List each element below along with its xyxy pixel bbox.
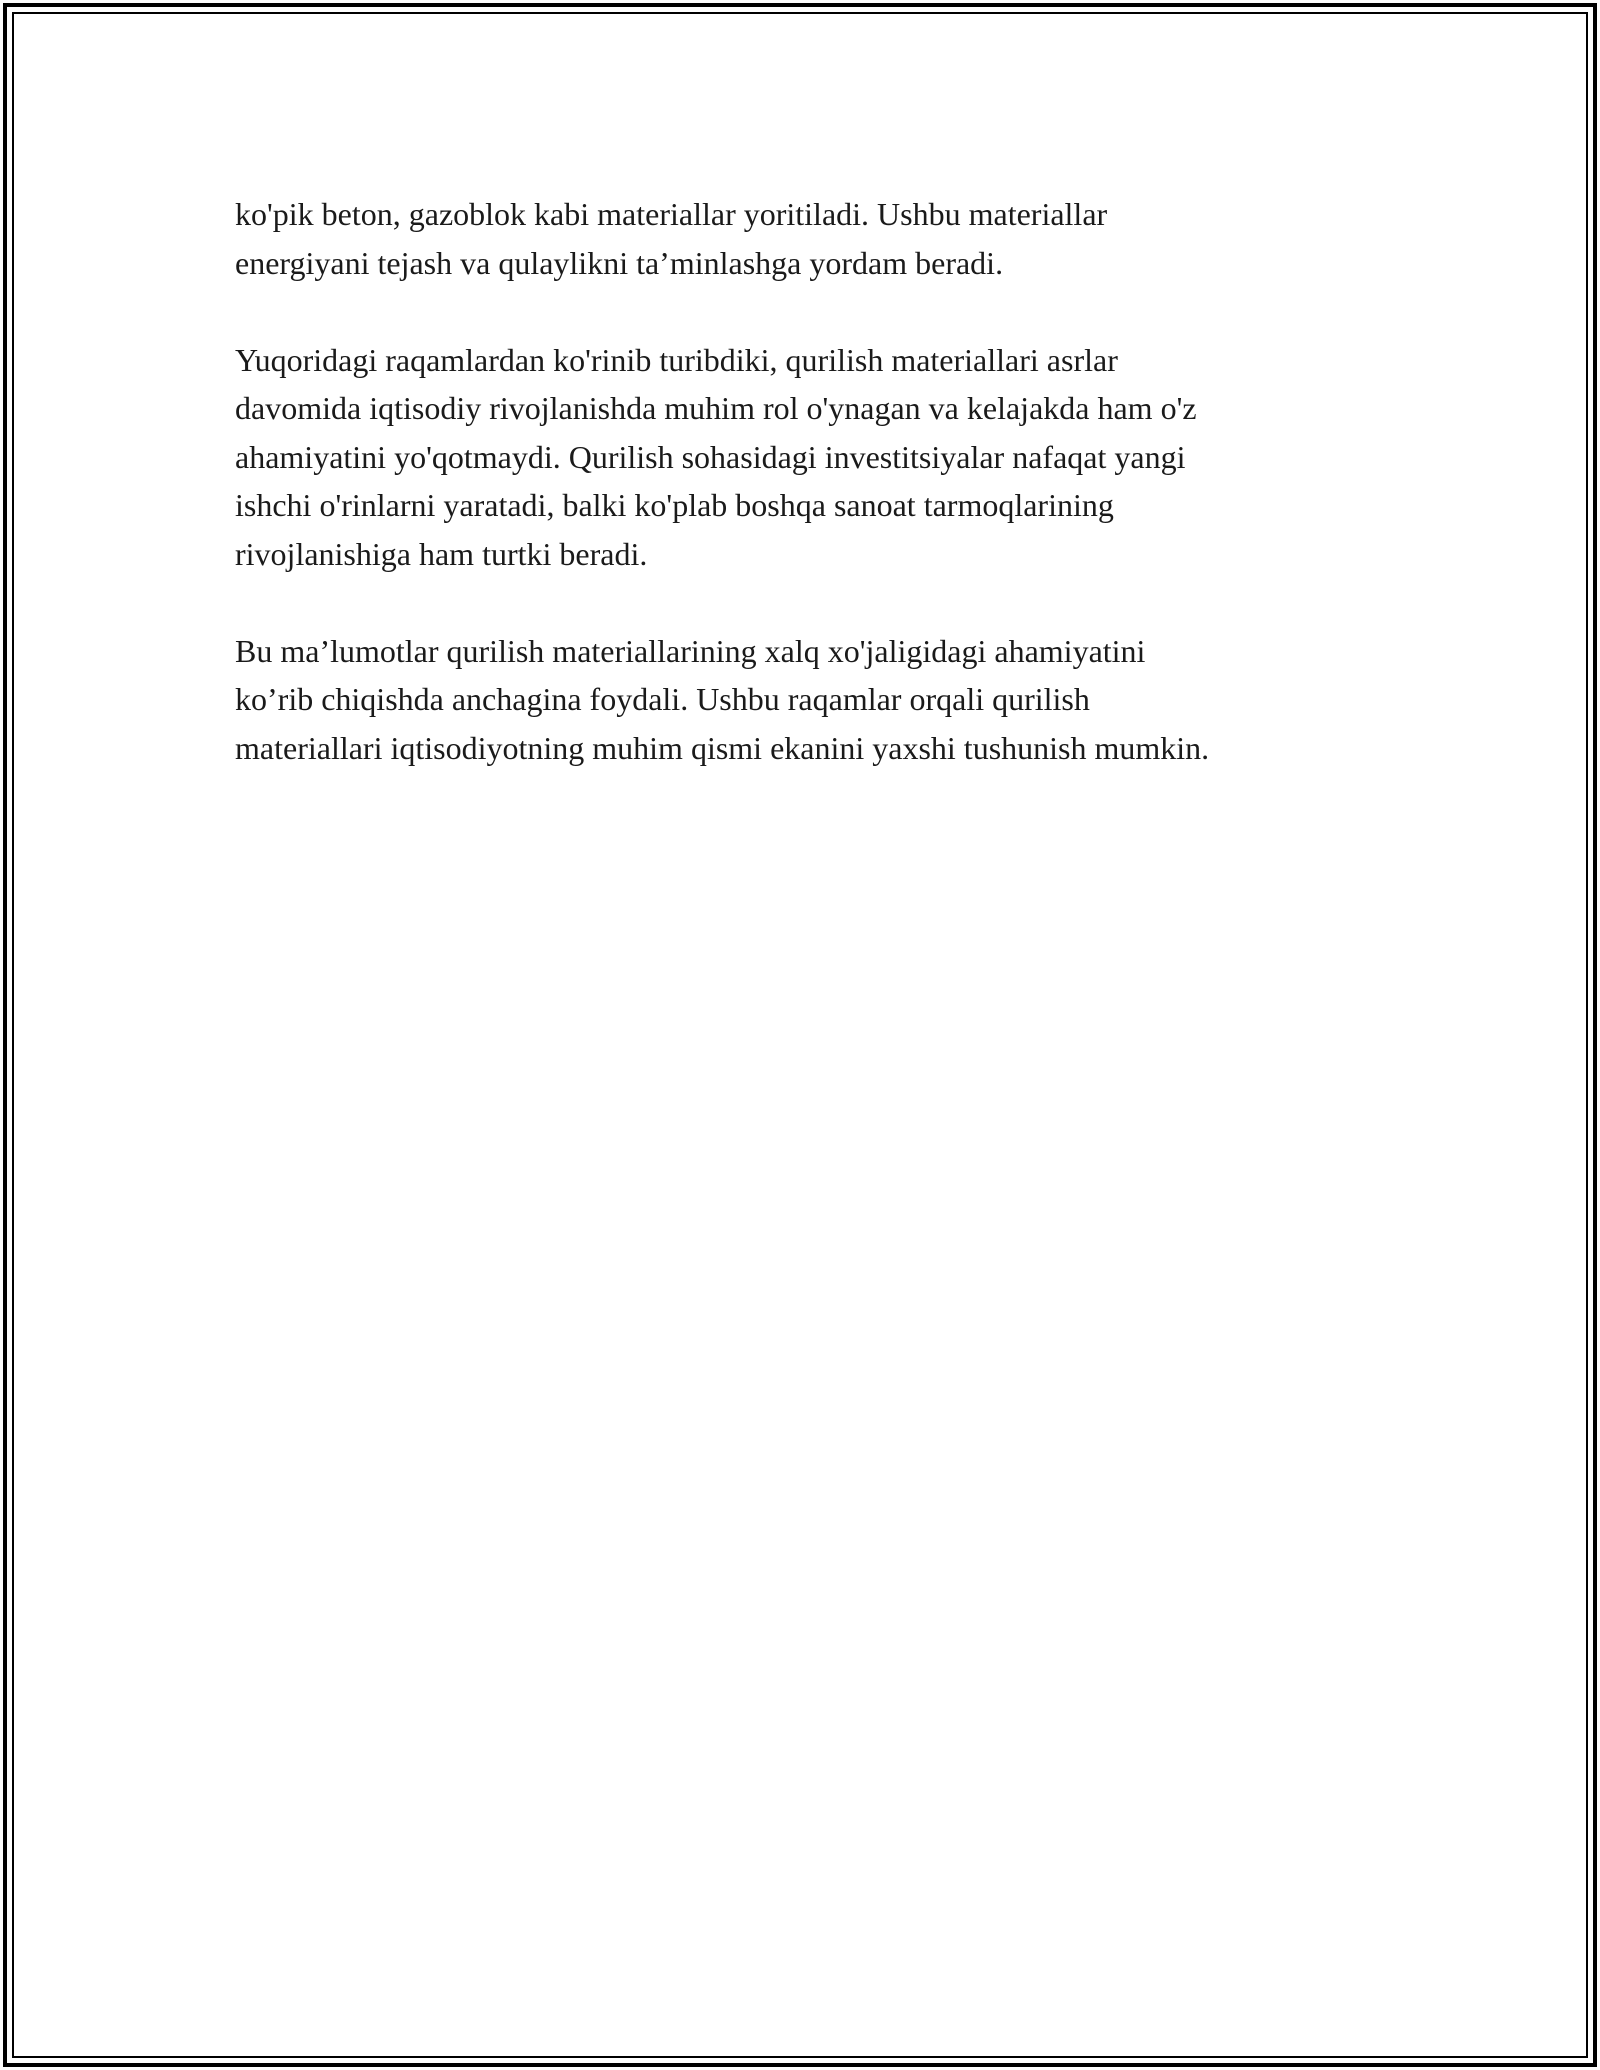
text-line: ko'pik beton, gazoblok kabi materiallar yoritiladi. Ushbu materiallar <box>235 196 1108 232</box>
text-line: energiyani tejash va qulaylikni ta’minlashga yordam beradi. <box>235 244 1004 281</box>
text-line: davomida iqtisodiy rivojlanishda muhim rol o'ynagan va kelajakda ham o'z <box>235 390 1197 426</box>
text-line: materiallari iqtisodiyotning muhim qismi ekanini yaxshi tushunish mumkin. <box>235 729 1210 766</box>
text-line: ahamiyatini yo'qotmaydi. Qurilish sohasidagi investitsiyalar nafaqat yangi <box>235 438 1186 475</box>
text-line: Bu ma’lumotlar qurilish materiallarining xalq xo'jaligidagi ahamiyatini <box>235 632 1146 669</box>
text-line: ko’rib chiqishda anchagina foydali. Ushbu raqamlar orqali qurilish <box>235 681 1090 717</box>
document-body <box>235 190 1395 821</box>
paragraph-2 <box>235 336 1395 579</box>
paragraph-3 <box>235 627 1395 773</box>
paragraph-1 <box>235 190 1395 287</box>
text-line: ishchi o'rinlarni yaratadi, balki ko'plab boshqa sanoat tarmoqlarining <box>235 487 1114 523</box>
text-line: Yuqoridagi raqamlardan ko'rinib turibdiki, qurilish materiallari asrlar <box>235 341 1118 378</box>
text-line: rivojlanishiga ham turtki beradi. <box>235 535 648 572</box>
